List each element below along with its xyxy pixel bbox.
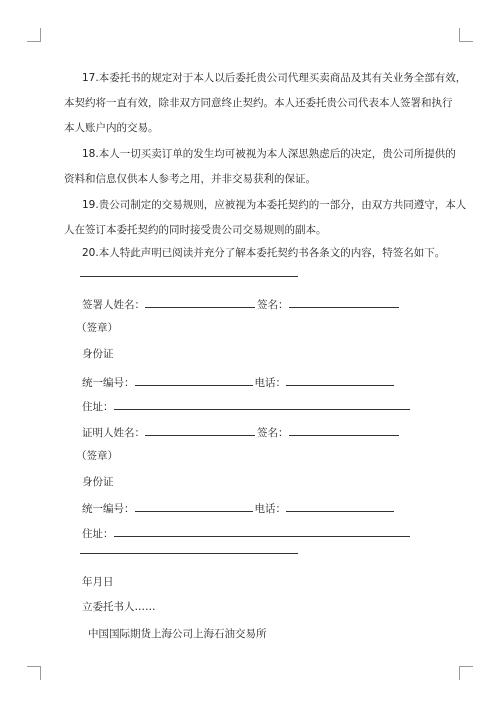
witness-seal: （签章） <box>76 450 118 462</box>
witness-phone-field[interactable] <box>286 500 394 512</box>
signer-name-field[interactable] <box>145 296 255 308</box>
witness-sign-label: 签名： <box>257 427 289 439</box>
witness-address-row <box>82 525 410 541</box>
witness-address-label: 住址： <box>82 528 114 540</box>
signer-sign-field[interactable] <box>289 296 399 308</box>
signer-name-label: 签署人姓名： <box>82 299 145 311</box>
clause-20-line-1: 20.本人特此声明已阅读并充分了解本委托契约书各条文的内容，特签名如下。 <box>82 247 446 259</box>
crop-mark-top-left-h <box>27 41 41 42</box>
clause-19-line-2: 人在签订本委托契约的同时接受贵公司交易规则的副本。 <box>64 224 327 236</box>
witness-name-field[interactable] <box>145 424 255 436</box>
clause-17-line-3: 本人账户内的交易。 <box>64 122 159 134</box>
separator-line-top <box>80 276 298 277</box>
witness-name-row <box>82 424 399 440</box>
crop-mark-bottom-right-v <box>459 666 460 680</box>
separator-line-bottom <box>80 553 298 554</box>
signer-id-label: 身份证 <box>82 348 114 360</box>
witness-id-number-label: 统一编号： <box>82 503 135 515</box>
witness-address-field[interactable] <box>114 525 410 537</box>
crop-mark-bottom-left-v <box>40 666 41 680</box>
crop-mark-bottom-right-h <box>459 666 473 667</box>
signer-seal: （签章） <box>76 322 118 334</box>
clause-18-line-1: 18.本人一切买卖订单的发生均可被视为本人深思熟虑后的决定，贵公司所提供的 <box>82 148 456 160</box>
clause-19-line-1: 19.贵公司制定的交易规则，应被视为本委托契约的一部分，由双方共同遵守，本人 <box>82 199 467 211</box>
signer-address-field[interactable] <box>114 398 410 410</box>
signer-id-number-label: 统一编号： <box>82 377 135 389</box>
crop-mark-top-left-v <box>40 28 41 42</box>
clause-17-line-1: 17.本委托书的规定对于本人以后委托贵公司代理买卖商品及其有关业务全部有效， <box>82 72 467 84</box>
crop-mark-top-right-v <box>459 28 460 42</box>
clause-17-line-2: 本契约将一直有效，除非双方同意终止契约。本人还委托贵公司代表本人签署和执行 <box>64 97 453 109</box>
signer-phone-label: 电话： <box>254 377 286 389</box>
witness-phone-label: 电话： <box>254 503 286 515</box>
crop-mark-bottom-left-h <box>27 666 41 667</box>
witness-sign-field[interactable] <box>289 424 399 436</box>
clause-18-line-2: 资料和信息仅供本人参考之用，并非交易获利的保证。 <box>64 173 316 185</box>
date-line: 年月日 <box>82 576 114 588</box>
signer-id-number-field[interactable] <box>135 374 253 386</box>
signer-sign-label: 签名： <box>257 299 289 311</box>
witness-id-number-field[interactable] <box>135 500 253 512</box>
signer-address-label: 住址： <box>82 401 114 413</box>
witness-id-row <box>82 500 394 516</box>
signer-address-row <box>82 398 410 414</box>
witness-name-label: 证明人姓名： <box>82 427 145 439</box>
signer-id-row <box>82 374 394 390</box>
principal-line: 立委托书人…… <box>82 601 156 613</box>
crop-mark-top-right-h <box>459 41 473 42</box>
signer-phone-field[interactable] <box>286 374 394 386</box>
signer-name-row <box>82 296 399 312</box>
witness-id-label: 身份证 <box>82 476 114 488</box>
company-name: 中国国际期货上海公司上海石油交易所 <box>88 628 267 640</box>
